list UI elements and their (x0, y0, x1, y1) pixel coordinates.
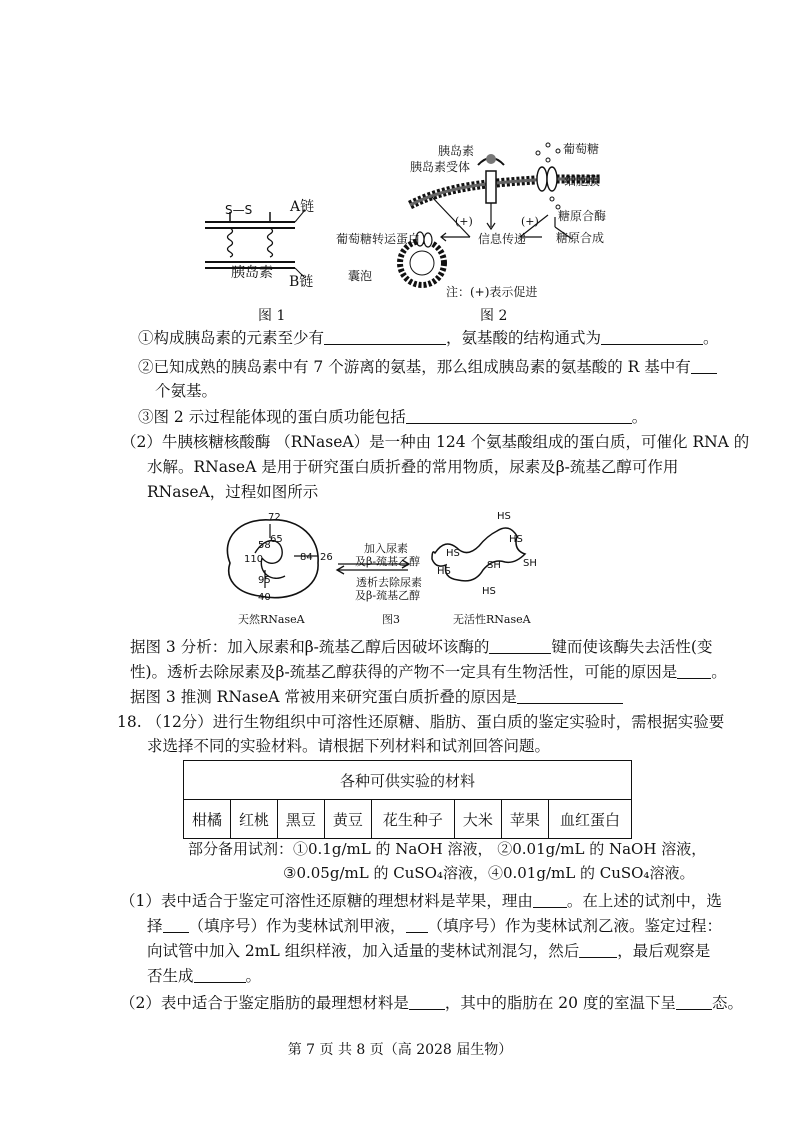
sub1-line-4: 否生成 。 (147, 967, 262, 985)
fig3-native-label: 天然RNaseA (238, 613, 305, 626)
fig2-vesicle-label: 囊泡 (348, 269, 373, 283)
fig2-glycogen-enzyme-label: 糖原合酶 (558, 209, 607, 223)
q1-item-1: ①构成胰岛素的元素至少有 ，氨基酸的结构通式为 。 (138, 329, 719, 347)
sub1-line-2: 择 （填序号）作为斐林试剂甲液， （填序号）作为斐林试剂乙液。鉴定过程： (147, 917, 723, 935)
fig3-caption: 图3 (382, 613, 400, 626)
table-header: 各种可供实验的材料 (184, 761, 632, 800)
answer-blank[interactable] (489, 637, 551, 654)
fig2-membrane-label: 细胞膜 (564, 174, 601, 188)
fig2-plus-left: (+) (455, 215, 473, 228)
answer-blank[interactable] (601, 328, 703, 345)
q2-line-3: RNaseA，过程如图所示 (147, 483, 319, 501)
fig2-glycogen-synthesis-label: 糖原合成 (556, 231, 605, 245)
sub1-line-1: （1）表中适合于鉴定可溶性还原糖的理想材料是苹果，理由 。在上述的试剂中，选 (120, 892, 722, 910)
fig2-glucose-label: 葡萄糖 (563, 142, 600, 156)
fig3-label-95: 95 (258, 575, 271, 586)
q2-line-1: （2）牛胰核糖核酸酶 （RNaseA）是一种由 124 个氨基酸组成的蛋白质，可催化 RNA 的 (121, 433, 750, 451)
fig1-b-chain-label: B链 (289, 274, 314, 290)
table-row (184, 800, 632, 839)
fig3-label-65: 65 (270, 534, 283, 545)
fig1-caption: 图 1 (258, 308, 286, 324)
fig3-label-72: 72 (268, 512, 281, 523)
fig1-ss-label: S—S (225, 203, 253, 217)
table-cell: 红桃 (230, 800, 277, 839)
q1-item-2: ②已知成熟的胰岛素中有 7 个游离的氨基，那么组成胰岛素的氨基酸的 R 基中有 (138, 356, 717, 378)
answer-blank[interactable] (677, 662, 711, 679)
fig2-caption: 图 2 (480, 308, 508, 324)
fig2-insulin-label: 胰岛素 (438, 144, 475, 158)
fig3-forward-2: 及β-巯基乙醇 (355, 555, 421, 568)
reagents-line-2: ③0.05g/mL 的 CuSO₄溶液，④0.01g/mL 的 CuSO₄溶液。 (283, 864, 695, 882)
analysis-line-2: 性)。透析去除尿素及β-巯基乙醇获得的产物不一定具有生物活性，可能的原因是 。 (130, 663, 727, 681)
answer-blank[interactable] (194, 966, 246, 983)
table-cell: 苹果 (501, 800, 548, 839)
analysis-line-3: 据图 3 推测 RNaseA 常被用来研究蛋白质折叠的原因是 (130, 686, 623, 708)
fig2-signal-label: 信息传递 (478, 232, 527, 246)
table-cell: 血红蛋白 (548, 800, 631, 839)
fig3-reverse-1: 透析去除尿素 (356, 576, 422, 589)
answer-blank[interactable] (163, 916, 189, 933)
q18-line-2: 求选择不同的实验材料。请根据下列材料和试剂回答问题。 (147, 737, 551, 755)
fig3-sh-label: SH (487, 560, 501, 571)
fig3-label-84: 84 (300, 552, 313, 563)
fig3-reverse-2: 及β-巯基乙醇 (355, 589, 421, 602)
answer-blank[interactable] (579, 941, 617, 958)
materials-table (183, 760, 632, 839)
fig3-hs-label: HS (497, 511, 511, 522)
answer-blank[interactable] (324, 328, 446, 345)
answer-blank[interactable] (406, 916, 428, 933)
fig1-name-label: 胰岛素 (231, 265, 273, 281)
analysis-line-1: 据图 3 分析：加入尿素和β-巯基乙醇后因破坏该酶的 键而使该酶失去活性(变 (130, 638, 713, 656)
fig3-label-26: 26 (320, 552, 333, 563)
q2-line-2: 水解。RNaseA 是用于研究蛋白质折叠的常用物质，尿素及β-巯基乙醇可作用 (147, 458, 679, 476)
q1-item-2-cont: 个氨基。 (155, 382, 218, 400)
fig3-inactive-label: 无活性RNaseA (453, 613, 531, 626)
fig3-forward-1: 加入尿素 (364, 542, 408, 555)
fig3-sh-label: SH (523, 558, 537, 569)
fig3-label-110: 110 (244, 554, 264, 565)
fig2-receptor-label: 胰岛素受体 (410, 160, 471, 174)
fig3-hs-label: HS (509, 534, 523, 545)
q18-line-1: 18. （12分）进行生物组织中可溶性还原糖、脂肪、蛋白质的鉴定实验时，需根据实验要 (117, 713, 725, 731)
fig1-a-chain-label: A链 (290, 199, 315, 215)
table-cell: 大米 (454, 800, 501, 839)
sub2-line: （2）表中适合于鉴定脂肪的最理想材料是 ，其中的脂肪在 20 度的室温下呈 态。 (120, 994, 743, 1012)
answer-blank[interactable] (409, 993, 445, 1010)
table-cell: 黑豆 (277, 800, 324, 839)
fig3-hs-label: HS (482, 586, 496, 597)
page-footer: 第 7 页 共 8 页（高 2028 届生物） (287, 1042, 513, 1058)
answer-blank[interactable] (676, 993, 712, 1010)
answer-blank[interactable] (533, 891, 567, 908)
fig2-plus-right: (+) (521, 215, 539, 228)
reagents-line-1: 部分备用试剂：①0.1g/mL 的 NaOH 溶液， ②0.01g/mL 的 NaOH 溶液， (188, 840, 707, 858)
fig2-note: 注：(+)表示促进 (446, 285, 538, 299)
fig3-hs-label: HS (437, 566, 451, 577)
fig2-transporter-label: 葡萄糖转运蛋白 (336, 232, 421, 246)
table-cell: 花生种子 (371, 800, 454, 839)
fig3-label-40: 40 (258, 592, 271, 603)
fig3-label-58: 58 (258, 540, 271, 551)
answer-blank[interactable] (691, 357, 717, 374)
answer-blank[interactable] (406, 407, 632, 424)
table-cell: 黄豆 (324, 800, 371, 839)
fig3-hs-label: HS (446, 548, 460, 559)
q1-item-3: ③图 2 示过程能体现的蛋白质功能包括 。 (138, 408, 648, 426)
answer-blank[interactable] (517, 687, 623, 704)
sub1-line-3: 向试管中加入 2mL 组织样液，加入适量的斐林试剂混匀，然后 ，最后观察是 (147, 942, 711, 960)
table-cell: 柑橘 (184, 800, 231, 839)
